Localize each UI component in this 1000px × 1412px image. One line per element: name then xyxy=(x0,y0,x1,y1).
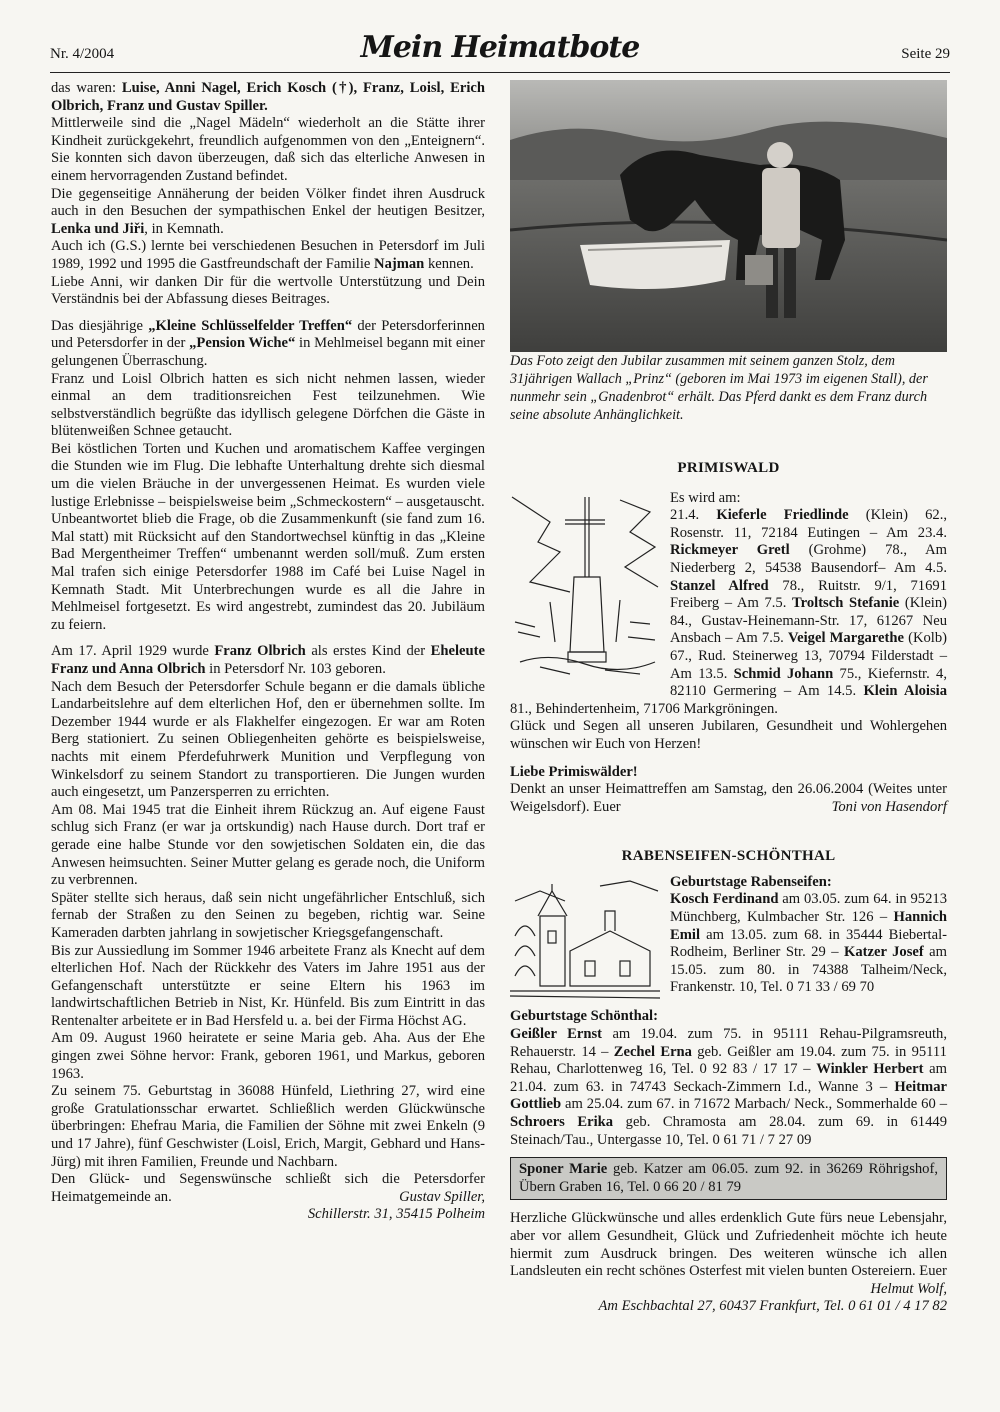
signature-address: Am Eschbachtal 27, 60437 Frankfurt, Tel. 0 61 01 / 4 17 82 xyxy=(598,1298,947,1315)
issue-number: Nr. 4/2004 xyxy=(50,46,115,62)
bold-name: Sponer Marie xyxy=(519,1161,608,1178)
text-run: geb. Chramosta am 28.04. zum 69. in 61449 Steinach/Tau., Untergasse 10, Tel. 0 61 71 / 7 27 09 xyxy=(510,1114,947,1148)
text-run: (Kolb) 67., Rud. Steinerweg 13, 70794 Filderstadt – Am 13.5. xyxy=(670,630,947,682)
text-run: am 13.05. zum 68. in 35444 Biebertal-Rodheim, Berliner Str. 29 – xyxy=(670,926,947,961)
author-address: Schillerstr. 31, 35415 Polheim xyxy=(307,1206,485,1223)
text-run: , in Kemnath. xyxy=(144,220,224,237)
author-name: Gustav Spiller, xyxy=(399,1188,485,1205)
header-rule xyxy=(50,72,950,73)
paragraph: Nach dem Besuch der Petersdorfer Schule begann er die damals übliche Landarbeitslehre auf dem elterlichen Hof, den er übernehmen sollte. Im Dezember 1944 wurde er als Flakhelfer eingezogen. Er war am Roten Berg stationiert. Zu seinen Obliegenheiten gehörte es beispielsweise, nachts mit einem Pferdefuhrwerk Munition und Verpflegung von Winkelsdorf zu seinem Standort zu transportieren. Die Jungen wurden auch eingesetzt, um Panzersperren zu errichten. xyxy=(51,678,485,801)
text-run: das waren: xyxy=(51,80,122,96)
paragraph xyxy=(51,238,485,273)
highlight-box xyxy=(510,1157,947,1200)
text-run: 21.4. xyxy=(670,507,717,524)
chapel-illustration xyxy=(510,876,660,1007)
masthead-title: Mein Heimatbote xyxy=(360,30,640,65)
paragraph xyxy=(51,643,485,678)
text-run: in Petersdorf Nr. 103 geboren. xyxy=(205,661,386,677)
section-title-rabenseifen: RABENSEIFEN-SCHÖNTHAL xyxy=(621,848,836,865)
bold-name: Winkler Herbert xyxy=(816,1061,924,1078)
page-number: Seite 29 xyxy=(901,46,950,62)
left-column xyxy=(51,80,485,1224)
jubilee-photo xyxy=(510,80,947,352)
text-run: Am 17. April 1929 wurde xyxy=(51,643,215,660)
text-run: (Grohme) 78., Am Niederberg 2, 54538 Bausendorf– Am 4.5. xyxy=(670,542,947,576)
right-column xyxy=(510,80,947,1316)
bold-name: Zechel Erna xyxy=(613,1043,692,1060)
signature: Helmut Wolf, xyxy=(870,1280,947,1297)
text-run: am 25.04. zum 67. in 71672 Marbach/ Neck., Sommerhalde 60 – xyxy=(561,1096,947,1113)
bold-name: „Kleine Schlüsselfelder Treffen“ xyxy=(148,317,353,334)
highlight-text xyxy=(519,1161,938,1196)
paragraph: Später stellte sich heraus, daß sein nicht ungefährlicher Entschluß, sich fernab der Straßen zu den Seinen zu begeben, richtig war. Seine Kameraden darbten jahrlang in sowjetischer Kriegsgefangenschaft. xyxy=(51,889,485,941)
paragraph: Am 08. Mai 1945 trat die Einheit ihrem Rückzug an. Auf eigene Faust schlug sich Franz (er war ja ortskundig) nach Hause durch. Dort traf er gerade eine halbe Stunde vor den sowjetischen Soldaten ein, die das Anwesen heimsuchten. Seiner Mutter gelang es gerade noch, die Uniform zu verbrennen. xyxy=(51,801,485,889)
paragraph: Unbeantwortet blieb die Frage, ob die Zusammenkunft (sie fand zum 16. Mal statt) mit Rücksicht auf den Standortwechsel künftig in das „Kleine Bad Mergentheimer Treffen“ umbenannt werden soll/muß. Zum ersten Mal trafen sich einige Petersdorfer 1988 im Café bei Luise Nagel in Kemnath Stadt. Mit Unterbrechungen wurde es all die Jahre in Mehlmeisel fortgesetzt. Es wird angestrebt, zumindest das 20. Jubiläum zu feiern. xyxy=(51,511,485,633)
paragraph: Liebe Anni, wir danken Dir für die wertvolle Unterstützung und Dein Verständnis bei der Abfassung dieses Beitrages. xyxy=(51,273,485,308)
text-run: als erstes Kind der xyxy=(305,643,431,660)
text-run: 81., Behindertenheim, 71706 Markgröningen. xyxy=(510,700,778,717)
text-run: am 15.05. zum 80. in 74388 Talheim/Neck, Frankenstr. 10, Tel. 0 71 33 / 69 70 xyxy=(670,944,948,996)
bold-name: Schmid Johann xyxy=(733,665,834,682)
cross-illustration xyxy=(510,492,660,683)
paragraph: Zu seinem 75. Geburtstag in 36088 Hünfeld, Liethring 27, wird eine große Gratulationsschar erwartet. Schließlich werden Glückwünsche überbringen: Ehefrau Maria, die Familien der Söhne mit zwei Enkeln (9 und 17 Jahre), fünf Geschwister (Loisl, Erich, Margit, Gebhard und Hans-Jürg) mit ihren Familien, Freunde und Nachbarn. xyxy=(51,1083,485,1170)
bold-name: Hannich Emil xyxy=(670,909,947,943)
bold-name: Klein Aloisia xyxy=(863,683,948,700)
text-run: Auch ich (G.S.) lernte bei verschiedenen Besuchen in Petersdorf im Juli 1989, 1992 und 1995 die Gastfreundschaft der Familie xyxy=(51,238,485,272)
paragraph xyxy=(51,318,485,371)
text-run: geb. Katzer am 06.05. zum 92. in 36269 Röhrigshof, Übern Graben 16, Tel. 0 66 20 / 81 79 xyxy=(519,1161,938,1195)
paragraph xyxy=(51,1171,485,1206)
text-run: 78., Ruitstr. 9/1, 71691 Freiberg – Am 7.5. xyxy=(670,577,947,612)
paragraph: Bei köstlichen Torten und Kuchen und aromatischem Kaffee vergingen die Stunden wie im Flug. Die lebhafte Unterhaltung drehte sich diesmal um die vielen Bräuche in der unvergessenen Heimat. Es wurden viele lustige Erlebnisse – beispielsweise beim „Schmeckostern“ – ausgetauscht. xyxy=(51,440,485,510)
bold-name: Lenka und Jiři xyxy=(51,220,145,237)
page-header xyxy=(50,30,950,70)
subheading xyxy=(510,764,947,782)
bold-name: Katzer Josef xyxy=(843,944,924,961)
masthead-logo xyxy=(50,30,950,65)
paragraph xyxy=(51,80,485,115)
paragraph xyxy=(510,781,947,816)
bold-name: Luise, Anni Nagel, Erich Kosch (†), Franz, Loisl, Erich Olbrich, Franz und Gustav Spiller. xyxy=(51,80,485,114)
text-run: Die gegenseitige Annäherung der beiden Völker findet ihren Ausdruck auch in den Besuchen der sympathischen Enkel der heutigen Besitzer, xyxy=(51,185,485,220)
bold-name: Rickmeyer Gretl xyxy=(670,542,790,559)
bold-name: Schroers Erika xyxy=(510,1114,614,1131)
bold-name: Kieferle Friedlinde xyxy=(716,507,849,524)
birthday-list-schoenthal xyxy=(510,1026,947,1149)
bold-name: Geburtstage Rabenseifen: xyxy=(670,873,832,890)
bold-name: Stanzel Alfred xyxy=(670,577,769,594)
section-title-primiswald: PRIMISWALD xyxy=(677,460,780,476)
text-run: geb. Geißler am 19.04. zum 75. in 95111 Rehau, Charlottenweg 16, Tel. 0 92 83 / 17 17 – xyxy=(510,1043,947,1078)
paragraph: Glück und Segen all unseren Jubilaren, Gesundheit und Wohlergehen wünschen wir Euch von Herzen! xyxy=(510,718,947,752)
paragraph: Franz und Loisl Olbrich hatten es sich nicht nehmen lassen, wieder einmal an dem traditionsreichen Fest teilzunehmen. Wie selbstverständlich begrüßte das idyllisch gelegene Dörfchen die Gäste in blütenweißen Schnee getaucht. xyxy=(51,370,485,440)
text-run: am 03.05. zum 64. in 95213 Münchberg, Kulmbacher Str. 126 – xyxy=(670,891,947,926)
text-run: der Petersdorferinnen und Petersdorfer in der xyxy=(51,317,485,352)
horse-and-man-illustration xyxy=(510,80,947,352)
photo-caption: Das Foto zeigt den Jubilar zusammen mit seinem ganzen Stolz, dem 31jährigen Wallach „Prinz“ (geboren im Mai 1973 im eigenen Stall), der nunmehr sein „Gnadenbrot“ erhält. Das Pferd dankt es dem Franz durch seine absolute Anhänglichkeit. xyxy=(510,353,928,423)
subheading-text: Geburtstage Schönthal: xyxy=(510,1008,658,1025)
bold-name: Kosch Ferdinand xyxy=(670,891,779,908)
text-run: am 19.04. zum 75. in 95111 Rehau-Pilgramsreuth, Rehauerstr. 14 – xyxy=(510,1026,948,1060)
paragraph: Bis zur Aussiedlung im Sommer 1946 arbeitete Franz als Knecht auf dem elterlichen Hof. Nach der Rückkehr des Vaters im Jahre 1951 aus der Gefangenschaft unterstützte er seine Eltern his 1963 im landwirtschaftlichen Betrieb in Nist, Kr. Hünfeld. Bis zum Eintritt in das Rentenalter arbeitete er in Bad Hersfeld u. a. bei der Firma Höchst AG. xyxy=(51,942,485,1029)
bold-name: Franz Olbrich xyxy=(214,643,306,660)
paragraph xyxy=(51,186,485,239)
text-run: (Klein) 62., Rosenstr. 11, 72184 Eutingen – Am 23.4. xyxy=(670,507,947,541)
bold-name: „Pension Wiche“ xyxy=(189,335,296,352)
paragraph: Am 09. August 1960 heiratete er seine Maria geb. Aha. Aus der Ehe gingen zwei Söhne hervor: Frank, geboren 1961, und Markus, geboren 1963. xyxy=(51,1030,485,1082)
signature: Toni von Hasendorf xyxy=(831,798,947,815)
text-run: kennen. xyxy=(424,255,474,272)
text-run: (Klein) 84., Gustav-Heinemann-Str. 17, 61267 Neu Ansbach – Am 7.5. xyxy=(670,595,948,647)
paragraph xyxy=(510,1210,947,1297)
bold-name: Eheleute Franz und Anna Olbrich xyxy=(51,643,485,677)
text-run: am 21.04. zum 63. in 74743 Seckach-Zimmern I.d., Wanne 3 – xyxy=(510,1061,947,1095)
subheading xyxy=(510,1008,947,1026)
bold-name: Troltsch Stefanie xyxy=(791,595,900,612)
paragraph-text: Denkt an unser Heimattreffen am Samstag, den 26.06.2004 (Weites unter Weigelsdorf). Euer xyxy=(510,781,947,815)
paragraph-text: Herzliche Glückwünsche und alles erdenklich Gute fürs neue Lebensjahr, aber vor allem Gesundheit, Glück und Zufriedenheit möchte ich heute hiermit zum Ausdruck bringen. Des weiteren wünsche ich allen Landsleuten ein recht schönes Osterfest mit vielen bunten Ostereiern. Euer xyxy=(510,1210,947,1280)
bold-name: Najman xyxy=(374,255,425,272)
subheading-text: Liebe Primiswälder! xyxy=(510,763,638,780)
text-run: in Mehlmeisel begann mit einer gelungenen Überraschung. xyxy=(51,335,485,369)
bold-name: Heitmar Gottlieb xyxy=(510,1078,947,1113)
bold-name: Veigel Margarethe xyxy=(787,630,904,647)
text-run: Das diesjährige xyxy=(51,317,149,334)
text-run: Es wird am: xyxy=(670,489,741,506)
paragraph: Mittlerweile sind die „Nagel Mädeln“ wiederholt an die Stätte ihrer Kindheit zurückgekehrt, freundlich aufgenommen von den „Enteignern“. Sie konnten sich davon überzeugen, daß sich das elterliche Anwesen in einem hervorragenden Zustand befindet. xyxy=(51,115,485,184)
paragraph-text: Den Glück- und Segenswünsche schließt sich die Petersdorfer Heimatgemeinde an. xyxy=(51,1171,485,1205)
text-run: 75., Kiefernstr. 4, 82110 Germering – Am 14.5. xyxy=(670,665,947,700)
bold-name: Geißler Ernst xyxy=(510,1026,603,1043)
